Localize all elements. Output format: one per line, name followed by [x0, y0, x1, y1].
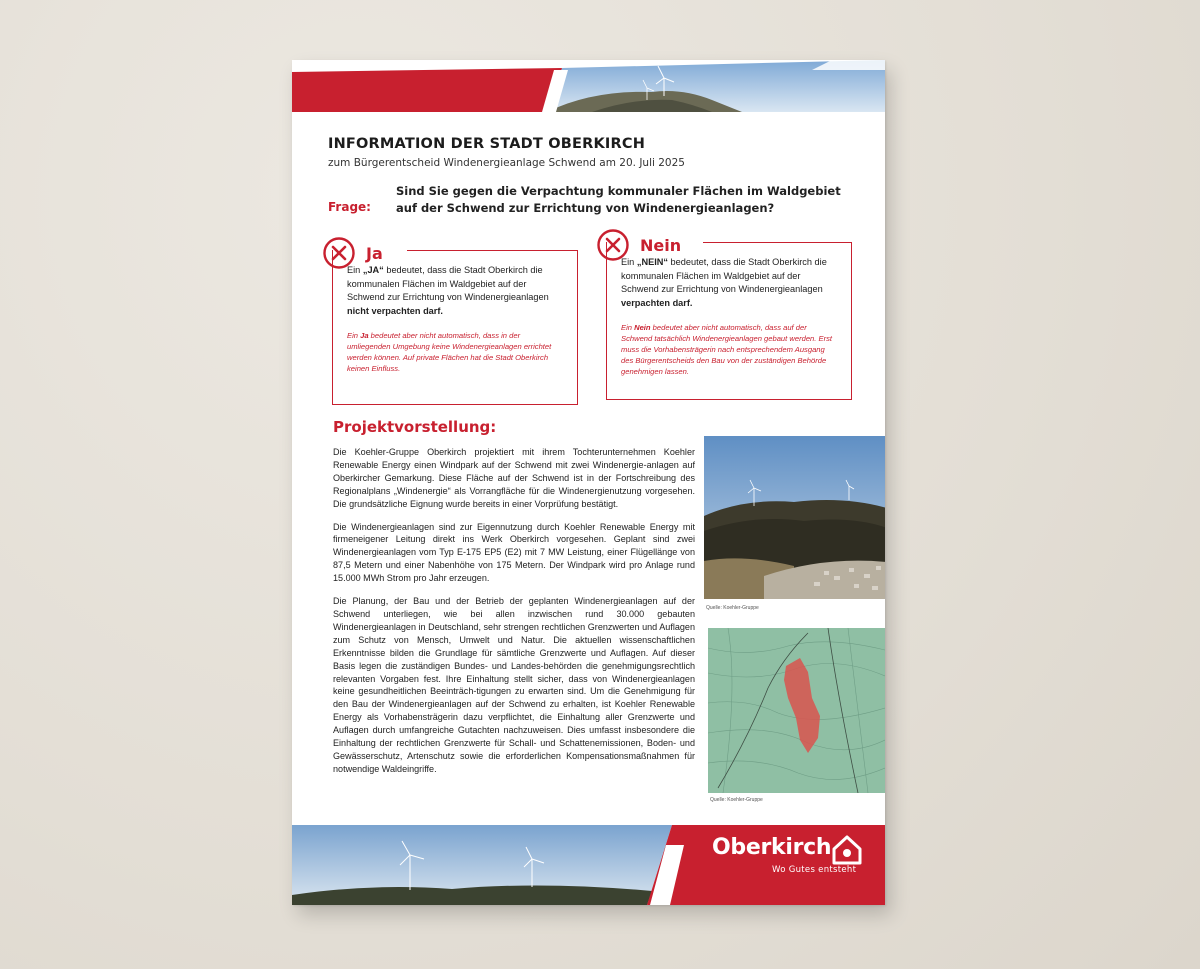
question-label: Frage:: [328, 200, 371, 214]
header: [328, 136, 848, 169]
doc-title: INFORMATION DER STADT OBERKIRCH: [328, 136, 646, 152]
option-nein-box: [606, 242, 852, 400]
option-nein-meaning: Ein „NEIN“ bedeutet, dass die Stadt Oberkirch die kommunalen Flächen im Waldgebiet auf der Schwend zur Errichtung von Windenergieanlagen verpachten darf.: [621, 257, 827, 308]
flyer-sheet: [292, 60, 885, 905]
map-caption: Quelle: Koehler-Gruppe: [710, 797, 763, 803]
photo-caption: Quelle: Koehler-Gruppe: [706, 605, 759, 611]
slogan: Wo Gutes entsteht: [772, 865, 857, 875]
project-title: Projektvorstellung:: [333, 418, 497, 436]
option-ja-meaning: Ein „JA“ bedeutet, dass die Stadt Oberkirch die kommunalen Flächen im Waldgebiet auf der Schwend zur Errichtung von Windenergieanlagen nicht verpachten darf.: [347, 265, 549, 316]
option-ja-box: [332, 250, 578, 405]
logo: [712, 835, 831, 860]
doc-subtitle: zum Bürgerentscheid Windenergieanlage Schwend am 20. Juli 2025: [328, 157, 685, 169]
option-nein-note: Ein Nein bedeutet aber nicht automatisch, dass auf der Schwend tatsächlich Windenergieanlagen gebaut werden. Erst muss die Vorhabensträgerin nach entsprechendem Ausgang des Bürgerentscheids den Bau von der zuständigen Behörde genehmigen lassen.: [621, 323, 833, 377]
option-ja-note: Ein Ja bedeutet aber nicht automatisch, dass in der umliegenden Umgebung keine Windenergieanlagen errichtet werden können. Auf private Flächen hat die Stadt Oberkirch keinen Einfluss.: [347, 331, 552, 374]
top-banner: [292, 60, 885, 112]
project-text: [333, 446, 695, 786]
house-icon: [830, 833, 864, 867]
option-ja-label: Ja: [366, 243, 383, 263]
logo-word: Oberkirch: [712, 835, 832, 860]
landscape-photo: [704, 436, 885, 599]
site-map: [708, 628, 885, 793]
option-nein-label: Nein: [640, 235, 682, 255]
project-paragraph: Die Koehler-Gruppe Oberkirch projektiert mit ihrem Tochterunternehmen Koehler Renewable Energy einen Windpark auf der Schwend mit zwei Windenergie-anlagen auf Oberkircher Gemarkung. Diese Fläche auf der Schwend ist in der Fortschreibung des Regionalplans „Windenergie“ als Vorrangfläche für die Windenergienutzung vorgesehen. Die grundsätzliche Eignung wurde bereits in einer Vorprüfung bestätigt.: [333, 447, 695, 509]
project-paragraph: Die Planung, der Bau und der Betrieb der geplanten Windenergieanlagen auf der Schwend unterliegen, wie bei allen inzwischen rund 30.000 gebauten Windenergieanlagen in Deutschland, sehr strengen rechtlichen Grenzwerten und Auflagen zum Schutz von Mensch, Umwelt und Natur. Die aktuellen wissenschaftlichen Erkenntnisse bilden die Grundlage für sämtliche Grenzwerte und Auflagen. Auf dieser Basis legen die zuständigen Bundes- und Landes-behörden die genehmigungsrechtlich relevanten Vorgaben fest. Ihre Einhaltung stellt sicher, dass von Windenergieanlagen keine gesundheitlichen Beeinträch-tigungen zu erwarten sind. Um die Genehmigung für den Bau der Windenergieanlagen auf der Schwend zu erhalten, ist Koehler Renewable Energy als Vorhabensträgerin dazu verpflichtet, die Einhaltung aller Grenzwerte und Auflagen durch umfangreiche Gutachten nachzuweisen. Dies umfasst insbesondere die Einhaltung der rechtlichen Grenzwerte für Schall- und Schattenemissionen, Boden- und Gewässerschutz, Artenschutz sowie die erforderlichen Kompensationsmaßnahmen für notwendige Waldeingriffe.: [333, 596, 695, 774]
question-text: Sind Sie gegen die Verpachtung kommunaler Flächen im Waldgebiet auf der Schwend zur Errichtung von Windenergieanlagen?: [396, 184, 841, 215]
project-paragraph: Die Windenergieanlagen sind zur Eigennutzung durch Koehler Renewable Energy mit firmeneigener Leitung direkt ins Werk Oberkirch vorgesehen. Geplant sind zwei Windenergieanlagen vom Typ E-175 EP5 (E2) mit 7 MW Leistung, einer Flügellänge von 87,5 Metern und einer Nabenhöhe von 175 Metern. Der Windpark wird pro Anlage rund 15.000 MWh Strom pro Jahr erzeugen.: [333, 521, 695, 584]
